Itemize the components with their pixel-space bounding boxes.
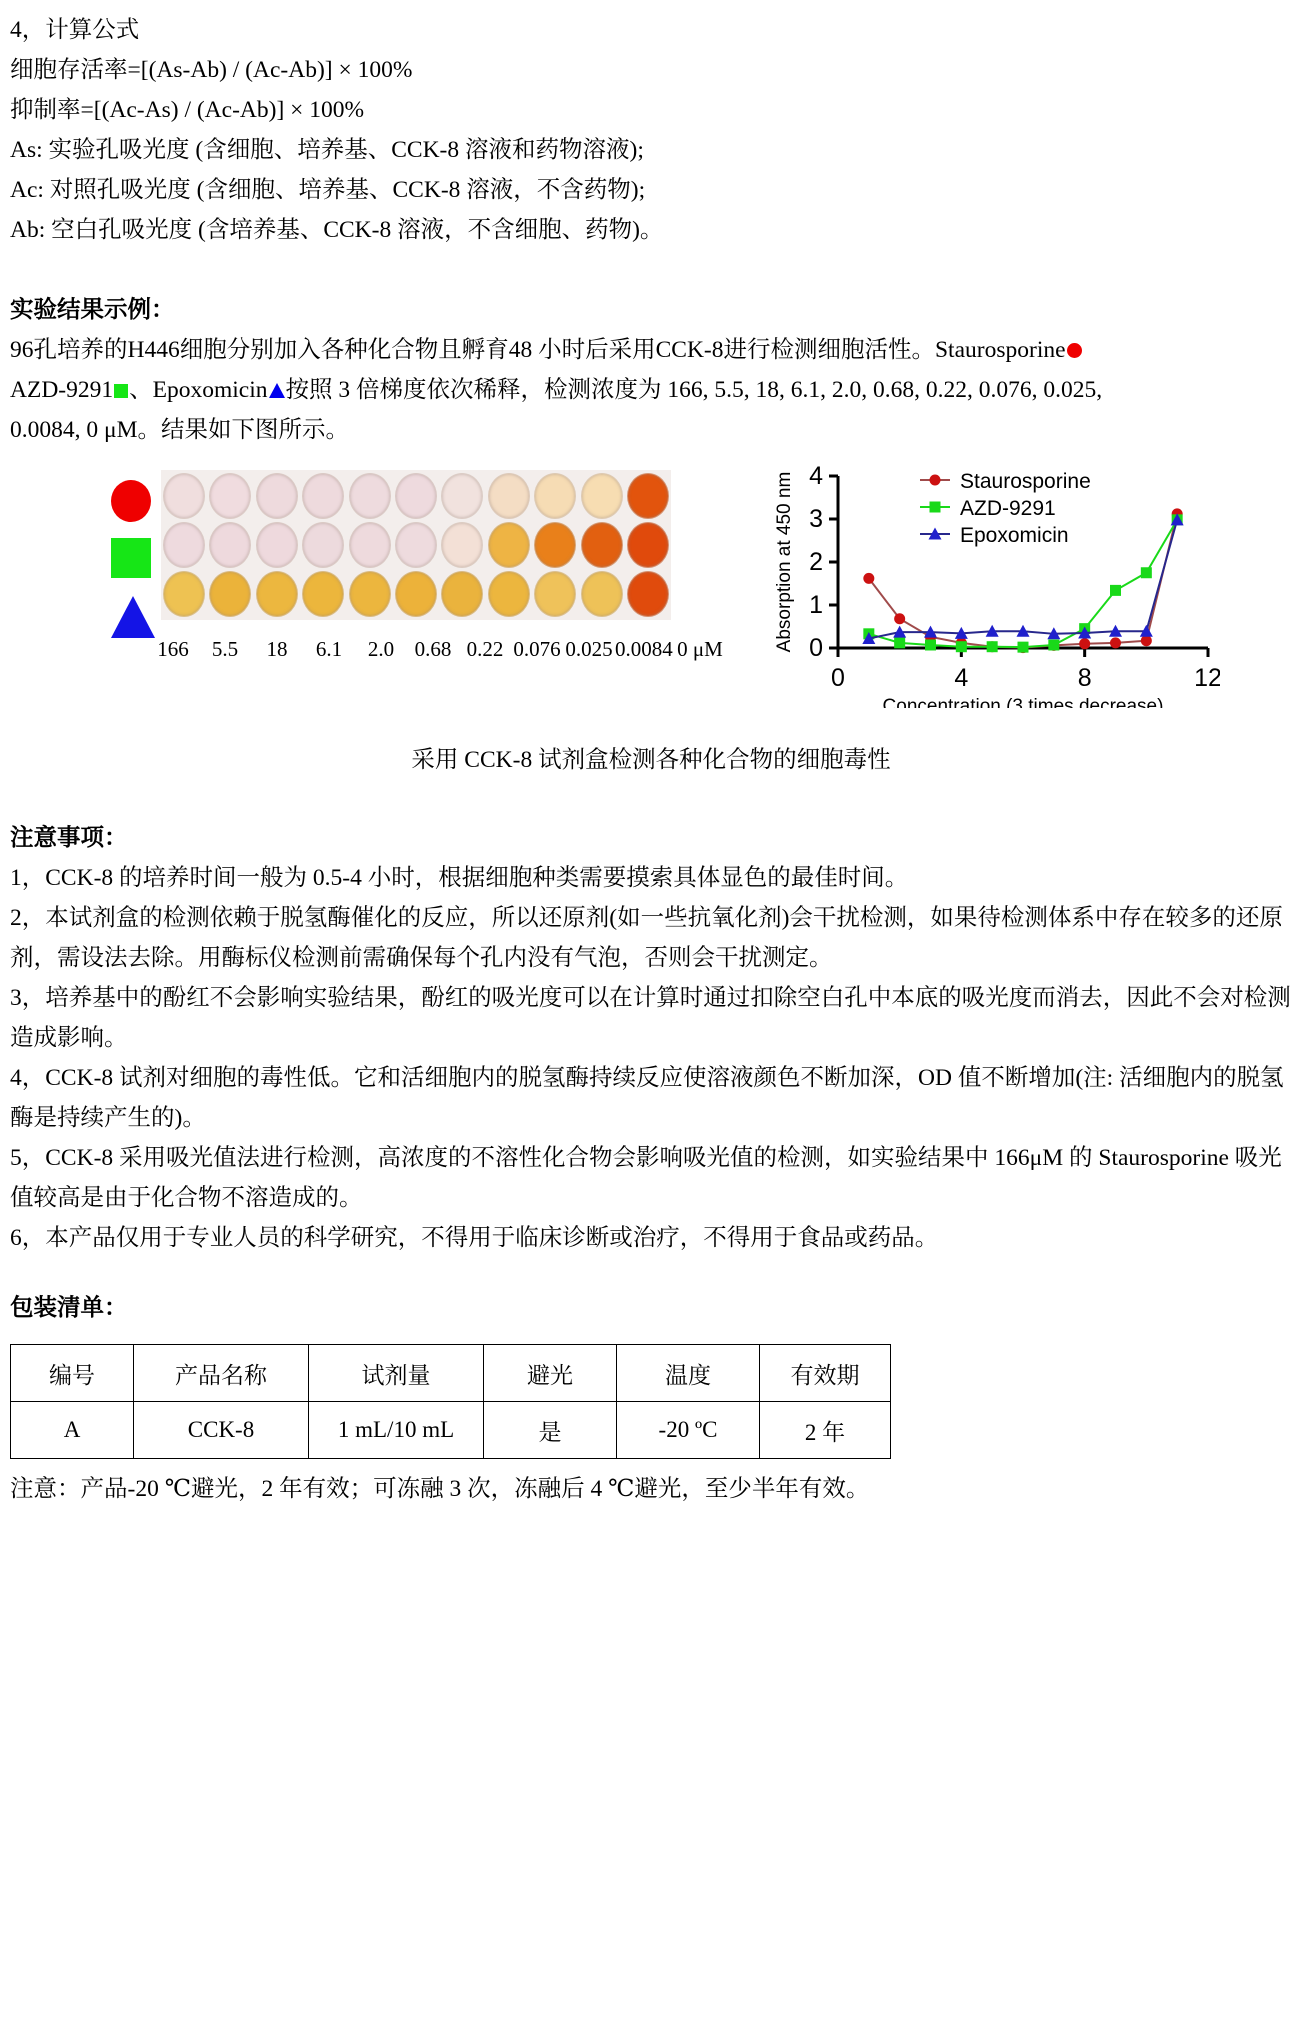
legend-item-epoxomicin — [920, 524, 1069, 547]
concentration-label: 5.5 — [211, 637, 239, 661]
table-header-cell: 有效期 — [760, 1345, 891, 1402]
circle-marker-icon — [111, 480, 151, 522]
triangle-marker-icon — [111, 596, 155, 638]
plate-well — [395, 473, 437, 519]
data-point-square — [956, 641, 967, 652]
data-point-circle — [894, 613, 905, 624]
y-tick-label: 0 — [809, 634, 823, 662]
formula-line-inhibition: 抑制率=[(Ac-As) / (Ac-Ab)] × 100% — [10, 97, 365, 123]
table-header-cell: 编号 — [11, 1345, 134, 1402]
table-cell: 是 — [484, 1402, 617, 1459]
plate-well — [209, 473, 251, 519]
plate-well — [441, 522, 483, 568]
microplate-figure — [105, 458, 735, 703]
plate-well — [349, 522, 391, 568]
results-heading: 实验结果示例： — [10, 297, 175, 323]
table-row — [11, 1402, 891, 1459]
table-cell: 1 mL/10 mL — [309, 1402, 484, 1459]
plate-row — [163, 571, 669, 617]
data-point-circle — [930, 475, 941, 486]
plate-well — [534, 571, 576, 617]
note-item-2: 2，本试剂盒的检测依赖于脱氢酶催化的反应，所以还原剂(如一些抗氧化剂)会干扰检测，如果待检测体系中存在较多的还原剂，需设法去除。用酶标仪检测前需确保每个孔内没有气泡，否则会干扰测定。 — [10, 905, 1283, 971]
packing-table — [10, 1344, 891, 1459]
plate-well — [395, 522, 437, 568]
microplate-wells — [161, 470, 671, 620]
figure-block — [10, 458, 1292, 738]
plate-well — [302, 473, 344, 519]
concentration-label: 0.076 — [513, 637, 561, 661]
table-header-cell: 温度 — [617, 1345, 760, 1402]
plate-well — [581, 571, 623, 617]
concentration-label: 0.22 — [466, 637, 504, 661]
plate-well — [256, 571, 298, 617]
formula-def-ac: Ac: 对照孔吸光度 (含细胞、培养基、CCK-8 溶液，不含药物); — [10, 177, 646, 203]
x-tick-label: 0 — [831, 664, 845, 692]
plate-well — [627, 522, 669, 568]
results-para-line3: 0.0084, 0 μM。结果如下图所示。 — [10, 417, 349, 443]
results-para-line2 — [10, 370, 1292, 410]
plate-well — [534, 473, 576, 519]
plate-well — [581, 522, 623, 568]
concentration-label: 166 — [157, 637, 189, 661]
data-point-square — [1018, 642, 1029, 653]
chart-svg — [770, 458, 1220, 708]
note-item-3: 3，培养基中的酚红不会影响实验结果，酚红的吸光度可以在计算时通过扣除空白孔中本底的吸光度而消去，因此不会对检测造成影响。 — [10, 985, 1291, 1051]
square-marker-icon — [111, 538, 151, 578]
packing-heading: 包装清单： — [10, 1295, 128, 1321]
table-cell: -20 ºC — [617, 1402, 760, 1459]
y-tick-label: 1 — [809, 591, 823, 619]
results-para-text1: 96孔培养的H446细胞分别加入各种化合物且孵育48 小时后采用CCK-8进行检测细胞活性。Staurosporine — [10, 337, 1066, 363]
y-tick-label: 3 — [809, 505, 823, 533]
plate-well — [488, 473, 530, 519]
square-marker-icon — [114, 384, 128, 398]
spacer — [10, 250, 1292, 290]
notes-heading: 注意事项： — [10, 825, 128, 851]
data-point-square — [1141, 567, 1152, 578]
results-para-text3: 按照 3 倍梯度依次稀释，检测浓度为 166, 5.5, 18, 6.1, 2.0, 0.68, 0.22, 0.076, 0.025, — [285, 377, 1103, 403]
legend-item-staurosporine — [920, 470, 1091, 493]
plate-well — [163, 571, 205, 617]
formula-heading: 4，计算公式 — [10, 17, 140, 43]
plate-well — [441, 473, 483, 519]
plate-well — [488, 522, 530, 568]
legend-label: Epoxomicin — [960, 524, 1069, 547]
plate-well — [256, 473, 298, 519]
concentration-label: 0.68 — [414, 637, 452, 661]
table-cell: A — [11, 1402, 134, 1459]
x-tick-label: 4 — [954, 664, 969, 692]
concentration-label: 0.025 — [565, 637, 613, 661]
plate-well — [163, 522, 205, 568]
x-tick-label: 12 — [1194, 664, 1220, 692]
plate-well — [302, 522, 344, 568]
data-point-square — [894, 637, 905, 648]
formula-line-survival: 细胞存活率=[(As-Ab) / (Ac-Ab)] × 100% — [10, 57, 413, 83]
table-header-cell: 产品名称 — [134, 1345, 309, 1402]
figure-caption: 采用 CCK-8 试剂盒检测各种化合物的细胞毒性 — [411, 747, 891, 773]
data-point-circle — [1079, 638, 1090, 649]
plate-well — [488, 571, 530, 617]
table-header-row — [11, 1345, 891, 1402]
note-item-1: 1，CCK-8 的培养时间一般为 0.5-4 小时，根据细胞种类需要摸索具体显色的最佳时间。 — [10, 865, 909, 891]
plate-well — [256, 522, 298, 568]
concentration-label: 0.0084 — [615, 637, 673, 661]
table-cell: 2 年 — [760, 1402, 891, 1459]
formula-def-ab: Ab: 空白孔吸光度 (含培养基、CCK-8 溶液，不含细胞、药物)。 — [10, 217, 664, 243]
concentration-labels — [147, 636, 723, 662]
note-item-4: 4，CCK-8 试剂对细胞的毒性低。它和活细胞内的脱氢酶持续反应使溶液颜色不断加深，OD 值不断增加(注: 活细胞内的脱氢酶是持续产生的)。 — [10, 1065, 1284, 1131]
y-tick-label: 2 — [809, 548, 823, 576]
spacer — [10, 778, 1292, 818]
note-item-5: 5，CCK-8 采用吸光值法进行检测，高浓度的不溶性化合物会影响吸光值的检测，如实验结果中 166μM 的 Staurosporine 吸光值较高是由于化合物不溶造成的。 — [10, 1145, 1282, 1211]
plate-legend — [105, 480, 161, 630]
data-point-square — [925, 639, 936, 650]
data-point-square — [987, 641, 998, 652]
y-tick-label: 4 — [809, 462, 823, 490]
legend-label: Staurosporine — [960, 470, 1091, 493]
table-header-cell: 试剂量 — [309, 1345, 484, 1402]
data-point-circle — [863, 573, 874, 584]
spacer — [10, 1258, 1292, 1288]
table-header-cell: 避光 — [484, 1345, 617, 1402]
data-point-square — [1048, 639, 1059, 650]
absorption-line-chart — [770, 458, 1220, 708]
plate-well — [441, 571, 483, 617]
packing-footnote: 注意：产品-20 ℃避光，2 年有效；可冻融 3 次，冻融后 4 ℃避光，至少半年有效。 — [10, 1476, 870, 1502]
concentration-label: 0 μM — [677, 637, 723, 661]
plate-well — [627, 473, 669, 519]
data-point-circle — [1110, 637, 1121, 648]
formula-def-as: As: 实验孔吸光度 (含细胞、培养基、CCK-8 溶液和药物溶液); — [10, 137, 644, 163]
data-point-square — [1110, 585, 1121, 596]
triangle-marker-icon — [269, 383, 285, 398]
concentration-label: 2.0 — [367, 637, 395, 661]
x-axis-label: Concentration (3 times decrease) — [882, 696, 1164, 708]
results-para-text2: 、Epoxomicin — [129, 377, 268, 403]
x-tick-label: 8 — [1077, 664, 1092, 692]
plate-well — [302, 571, 344, 617]
plate-well — [395, 571, 437, 617]
plate-row — [163, 473, 669, 519]
concentration-label: 18 — [266, 637, 288, 661]
table-cell: CCK-8 — [134, 1402, 309, 1459]
document-content — [10, 10, 1292, 1509]
plate-well — [163, 473, 205, 519]
plate-well — [209, 522, 251, 568]
plate-well — [581, 473, 623, 519]
note-item-6: 6，本产品仅用于专业人员的科学研究，不得用于临床诊断或治疗，不得用于食品或药品。 — [10, 1225, 939, 1251]
plate-well — [209, 571, 251, 617]
concentration-label: 6.1 — [315, 637, 343, 661]
legend-item-azd-9291 — [920, 497, 1056, 520]
circle-marker-icon — [1067, 343, 1082, 358]
plate-well — [534, 522, 576, 568]
plate-well — [627, 571, 669, 617]
data-point-circle — [1141, 635, 1152, 646]
data-point-square — [930, 502, 941, 513]
y-axis-label: Absorption at 450 nm — [774, 471, 795, 653]
plate-well — [349, 473, 391, 519]
results-para-azd: AZD-9291 — [10, 377, 114, 403]
legend-label: AZD-9291 — [960, 497, 1056, 520]
plate-row — [163, 522, 669, 568]
results-para-line1 — [10, 330, 1292, 370]
plate-well — [349, 571, 391, 617]
